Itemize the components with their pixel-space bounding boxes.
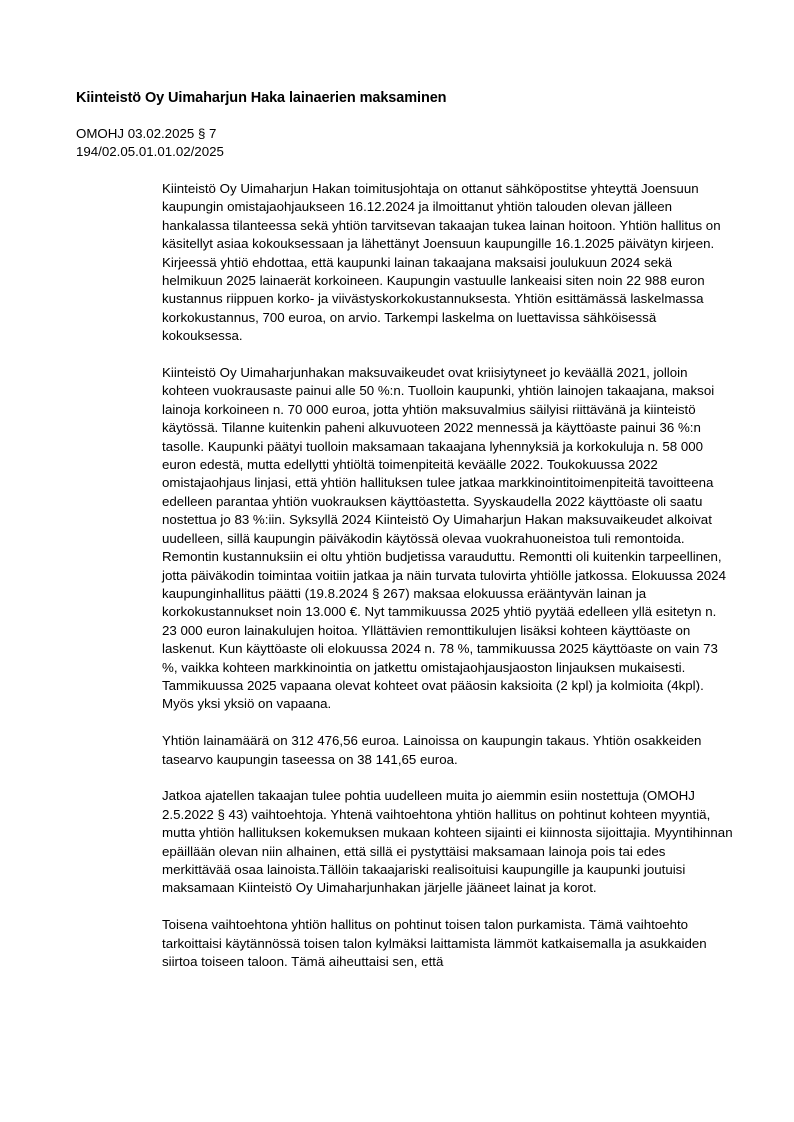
case-number: 194/02.05.01.01.02/2025 bbox=[76, 144, 224, 159]
body-paragraph: Yhtiön lainamäärä on 312 476,56 euroa. Lainoissa on kaupungin takaus. Yhtiön osakkeiden tasearvo kaupungin taseessa on 38 141,65 euroa. bbox=[162, 733, 702, 767]
document-body bbox=[162, 180, 734, 990]
body-paragraph: Jatkoa ajatellen takaajan tulee pohtia uudelleen muita jo aiemmin esiin nostettuja (OMOHJ 2.5.2022 § 43) vaihtoehtoja. Yhtenä vaihtoehtona yhtiön hallitus on pohtinut kohteen myyntiä, mutta yhtiön hallituksen kokemuksen mukaan kohteen sijainti ei kiinnosta sijoittajia. Myyntihinnan epäillään olevan niin alhainen, että sillä ei pystyttäisi maksamaan lainoja pois tai edes merkittävää osaa lainoista.Tällöin takaajariski realisoituisi kaupungille ja kaupunki joutuisi maksamaan Kiinteistö Oy Uimaharjunhakan järjelle jääneet lainat ja korot. bbox=[162, 788, 733, 896]
body-paragraph: Kiinteistö Oy Uimaharjun Hakan toimitusjohtaja on ottanut sähköpostitse yhteyttä Joensuun kaupungin omistajaohjaukseen 16.12.2024 ja ilmoittanut yhtiön talouden olevan jälleen hankalassa tilanteessa sekä yhtiön tarvitsevan takaajan tukea lainan hoitoon. Yhtiön hallitus on käsitellyt asiaa kokouksessaan ja lähettänyt Joensuun kaupungille 16.1.2025 päivätyn kirjeen. Kirjeessä yhtiö ehdottaa, että kaupunki lainan takaajana maksaisi joulukuun 2024 sekä helmikuun 2025 lainaerät korkoineen. Kaupungin vastuulle lankeaisi siten noin 22 988 euron kustannus riippuen korko- ja viivästyskorkokustannuksesta. Yhtiön esittämässä laskelmassa korkokustannus, 700 euroa, on arvio. Tarkempi laskelma on luettavissa sähköisessä kokouksessa. bbox=[162, 181, 721, 344]
body-paragraph: Toisena vaihtoehtona yhtiön hallitus on pohtinut toisen talon purkamista. Tämä vaihtoehto tarkoittaisi käytännössä toisen talon kylmäksi laittamista lämmöt katkaisemalla ja asukkaiden siirtoa toiseen taloon. Tämä aiheuttaisi sen, että bbox=[162, 917, 707, 969]
document-title: Kiinteistö Oy Uimaharjun Haka lainaerien maksaminen bbox=[76, 90, 447, 106]
body-paragraph: Kiinteistö Oy Uimaharjunhakan maksuvaikeudet ovat kriisiytyneet jo keväällä 2021, jolloin kohteen vuokrausaste painui alle 50 %:n. Tuolloin kaupunki, yhtiön lainojen takaajana, maksoi lainoja korkoineen n. 70 000 euroa, jotta yhtiön maksuvalmius säilyisi riittävänä ja kiinteistö käytössä. Tilanne kuitenkin paheni alkuvuoteen 2022 mennessä ja käyttöaste painui 36 %:n tasolle. Kaupunki päätyi tuolloin maksamaan takaajana lyhennyksiä ja korkokuluja n. 58 000 euron edestä, mutta edellytti yhtiöltä toimenpiteitä keväälle 2022. Toukokuussa 2022 omistajaohjaus linjasi, että yhtiön hallituksen tulee jatkaa markkinointitoimenpiteitä tavoitteena edelleen parantaa yhtiön vuokrauksen käyttöastetta. Syyskaudella 2022 käyttöaste oli saatu nostettua jo 83 %:iin. Syksyllä 2024 Kiinteistö Oy Uimaharjun Hakan maksuvaikeudet alkoivat uudelleen, sillä kaupungin päiväkodin käytössä olevaa vuokrahuoneistoa tuli remontoida. Remontin kustannuksiin ei oltu yhtiön budjetissa varauduttu. Remontti oli kuitenkin tarpeellinen, jotta päiväkodin toimintaa voitiin jatkaa ja näin turvata tulovirta yhtiölle jatkossa. Elokuussa 2024 kaupunginhallitus päätti (19.8.2024 § 267) maksaa elokuussa erääntyvän lainan ja korkokustannukset noin 13.000 €. Nyt tammikuussa 2025 yhtiö pyytää edelleen yllä esitetyn n. 23 000 euron lainakulujen hoitoa. Yllättävien remonttikulujen lisäksi kohteen käyttöaste on laskenut. Kun käyttöaste oli elokuussa 2024 n. 78 %, tammikuussa 2025 käyttöaste on vain 73 %, vaikka kohteen markkinointia on jatkettu omistajaohjausjaoston linjauksen mukaisesti. Tammikuussa 2025 vapaana olevat kohteet ovat pääosin kaksioita (2 kpl) ja kolmioita (4kpl). Myös yksi yksiö on vapaana. bbox=[162, 365, 726, 712]
meeting-reference: OMOHJ 03.02.2025 § 7 bbox=[76, 126, 217, 141]
